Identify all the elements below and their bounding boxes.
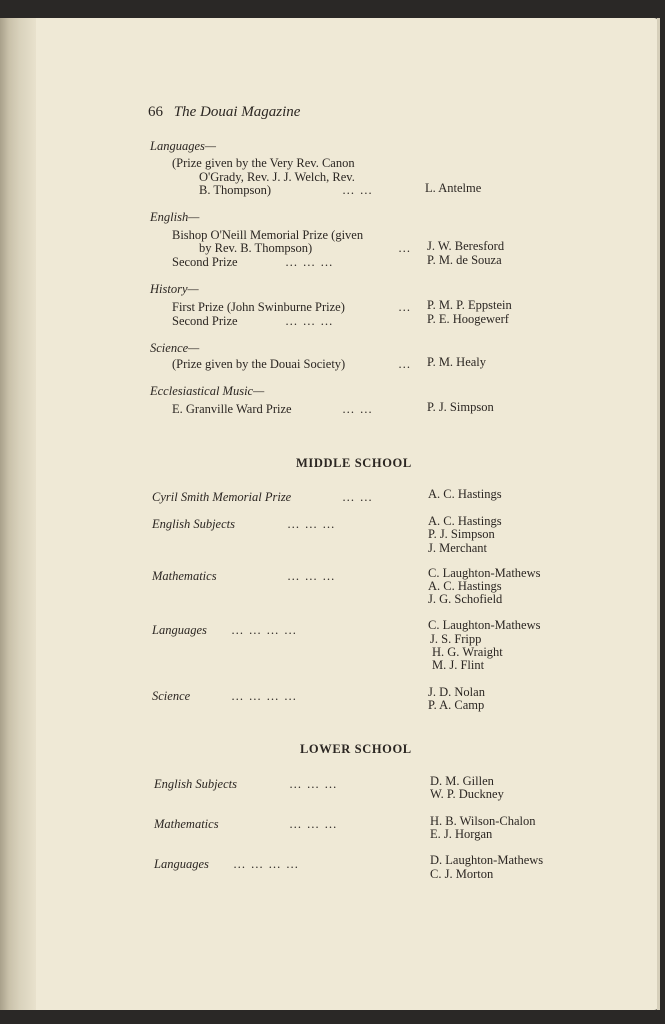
subject-label: Science — [152, 689, 191, 703]
prize-winner: D. Laughton-Mathews — [430, 853, 544, 867]
prize-description: B. Thompson) — [199, 183, 271, 197]
prize-winner: P. J. Simpson — [427, 400, 494, 414]
leader-dots: … … … — [289, 777, 338, 791]
section-heading: History— — [150, 282, 199, 296]
prize-winner: P. A. Camp — [428, 698, 485, 712]
page-number: 66 — [148, 104, 163, 120]
subject-label: Cyril Smith Memorial Prize — [152, 490, 292, 504]
prize-winner: C. Laughton-Mathews — [428, 566, 541, 580]
leader-dots: … — [398, 300, 412, 314]
prize-winner: P. M. Healy — [427, 355, 487, 369]
subject-label: Mathematics — [154, 817, 219, 831]
prize-description: First Prize (John Swinburne Prize) — [172, 300, 345, 314]
prize-winner: P. J. Simpson — [428, 527, 495, 541]
leader-dots: … … … — [287, 569, 336, 583]
leader-dots: … … — [342, 402, 374, 416]
prize-winner: A. C. Hastings — [428, 579, 502, 593]
prize-description: Bishop O'Neill Memorial Prize (given — [172, 228, 364, 242]
subject-label: Languages — [152, 623, 207, 637]
prize-description: O'Grady, Rev. J. J. Welch, Rev. — [199, 170, 355, 184]
prize-winner: H. B. Wilson-Chalon — [430, 814, 536, 828]
page-gutter — [0, 18, 36, 1010]
prize-winner: P. M. de Souza — [427, 253, 502, 267]
prize-winner: A. C. Hastings — [428, 514, 502, 528]
prize-winner: D. M. Gillen — [430, 774, 494, 788]
prize-description: by Rev. B. Thompson) — [199, 241, 313, 255]
section-heading: Languages— — [150, 139, 216, 153]
leader-dots: … … … — [287, 517, 336, 531]
prize-description: (Prize given by the Very Rev. Canon — [172, 156, 355, 170]
prize-description: Second Prize — [172, 255, 238, 269]
subject-label: Languages — [154, 857, 209, 871]
prize-winner: J. G. Schofield — [428, 592, 503, 606]
prize-description: Second Prize — [172, 314, 238, 328]
prize-winner: M. J. Flint — [432, 658, 485, 672]
prize-winner: E. J. Horgan — [430, 827, 493, 841]
section-title: LOWER SCHOOL — [300, 742, 412, 756]
subject-label: Mathematics — [152, 569, 217, 583]
magazine-title: The Douai Magazine — [173, 104, 301, 120]
prize-winner: H. G. Wraight — [432, 645, 503, 659]
leader-dots: … … … — [289, 817, 338, 831]
prize-description: E. Granville Ward Prize — [172, 402, 292, 416]
section-heading: English— — [150, 210, 200, 224]
subject-label: English Subjects — [152, 517, 235, 531]
prize-winner: L. Antelme — [425, 181, 482, 195]
section-heading: Science— — [150, 341, 200, 355]
prize-winner: J. S. Fripp — [430, 632, 482, 646]
leader-dots: … — [398, 357, 412, 371]
subject-label: English Subjects — [154, 777, 237, 791]
leader-dots: … — [398, 241, 412, 255]
section-heading: Ecclesiastical Music— — [150, 384, 265, 398]
prize-description: (Prize given by the Douai Society) — [172, 357, 346, 371]
leader-dots: … … — [342, 490, 374, 504]
running-header — [148, 104, 300, 121]
prize-winner: J. Merchant — [428, 541, 488, 555]
prize-winner: W. P. Duckney — [430, 787, 504, 801]
prize-winner: P. M. P. Eppstein — [427, 298, 512, 312]
leader-dots: … … … — [285, 314, 334, 328]
prize-winner: P. E. Hoogewerf — [427, 312, 509, 326]
leader-dots: … … — [342, 183, 374, 197]
prize-winner: A. C. Hastings — [428, 487, 502, 501]
prize-winner: J. W. Beresford — [427, 239, 505, 253]
prize-winner: J. D. Nolan — [428, 685, 485, 699]
prize-winner: C. J. Morton — [430, 867, 494, 881]
page-edge — [657, 18, 660, 1010]
leader-dots: … … … … — [233, 857, 300, 871]
leader-dots: … … … … — [231, 623, 298, 637]
prize-winner: C. Laughton-Mathews — [428, 618, 541, 632]
section-title: MIDDLE SCHOOL — [296, 456, 412, 470]
leader-dots: … … … — [285, 255, 334, 269]
leader-dots: … … … … — [231, 689, 298, 703]
